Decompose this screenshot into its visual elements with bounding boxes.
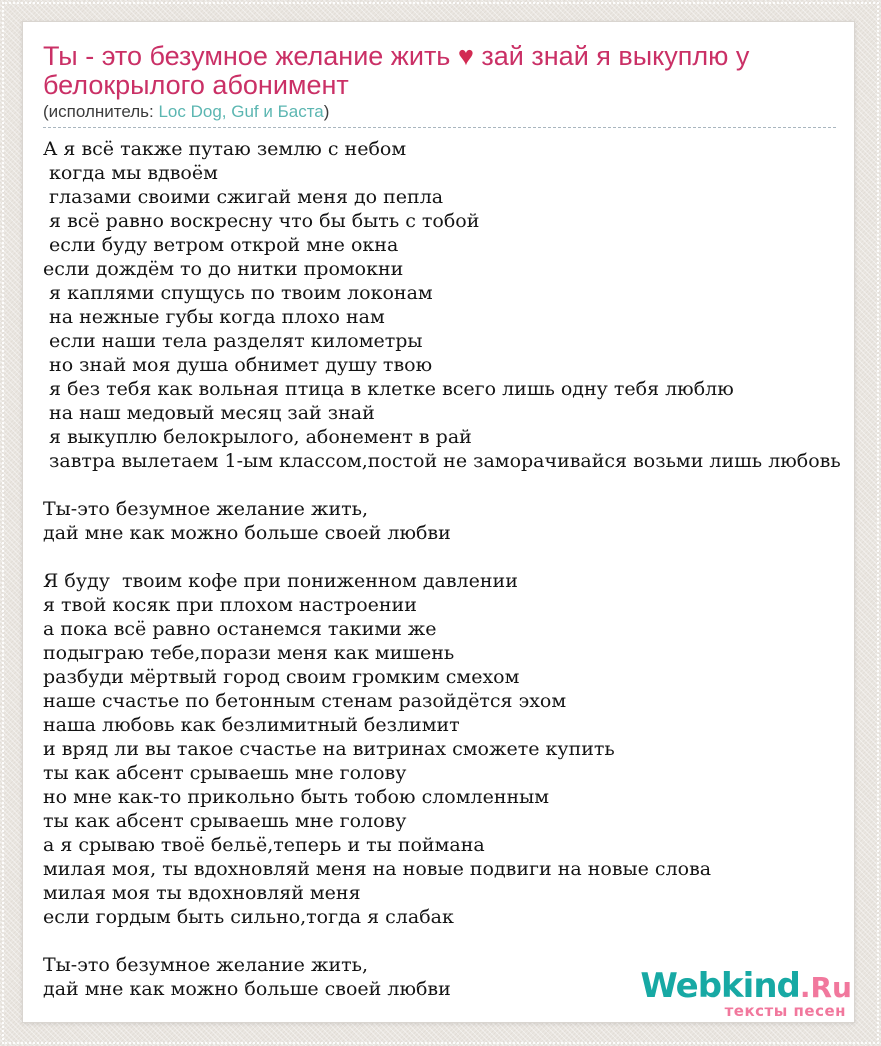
lyrics-line: а я срываю твоё бельё,теперь и ты поймана	[43, 834, 485, 856]
lyrics-line: я без тебя как вольная птица в клетке всего лишь одну тебя люблю	[43, 378, 734, 400]
webkind-logo-wordmark	[640, 966, 852, 1006]
lyrics-line: наша любовь как безлимитный безлимит	[43, 714, 460, 736]
lyrics-line: Ты-это безумное желание жить,	[43, 498, 369, 520]
lyrics-line: дай мне как можно больше своей любви	[43, 522, 451, 544]
lyrics-line: ты как абсент срываешь мне голову	[43, 762, 407, 784]
lyrics-line: на нежные губы когда плохо нам	[43, 306, 385, 328]
lyrics-line: если буду ветром открой мне окна	[43, 234, 399, 256]
logo-tagline: тексты песен	[724, 1002, 846, 1020]
lyrics-line: я каплями спущусь по твоим локонам	[43, 282, 433, 304]
artist-label: (исполнитель:	[43, 102, 159, 121]
lyrics-line: подыграю тебе,порази меня как мишень	[43, 642, 455, 664]
lyrics-line: Ты-это безумное желание жить,	[43, 954, 369, 976]
lyrics-line	[43, 929, 836, 953]
lyrics-line: наше счастье по бетонным стенам разойдётся эхом	[43, 690, 567, 712]
lyrics-line: разбуди мёртвый город своим громким смехом	[43, 666, 520, 688]
lyrics-line: если дождём то до нитки промокни	[43, 258, 404, 280]
lyrics-line: я твой косяк при плохом настроении	[43, 594, 417, 616]
lyrics-line: а пока всё равно останемся такими же	[43, 618, 437, 640]
artist-line	[43, 102, 836, 128]
lyrics-line: я выкуплю белокрылого, абонемент в рай	[43, 426, 472, 448]
lyrics-line: я всё равно воскресну что бы быть с тобой	[43, 210, 480, 232]
song-title-text-1: Ты - это безумное желание жить	[43, 41, 458, 71]
lyrics-line: если гордым быть сильно,тогда я слабак	[43, 906, 454, 928]
artist-suffix: )	[323, 102, 330, 121]
content-panel	[22, 21, 855, 1023]
lyrics-line: на наш медовый месяц зай знай	[43, 402, 375, 424]
lyrics-line: если наши тела разделят километры	[43, 330, 423, 352]
song-title-text-2: зай знай я выкуплю у белокрылого абонимент	[43, 41, 750, 100]
lyrics-line: но знай моя душа обнимет душу твою	[43, 354, 433, 376]
lyrics-line: милая моя ты вдохновляй меня	[43, 882, 361, 904]
song-title	[43, 42, 836, 100]
lyrics-line: Я буду твоим кофе при пониженном давлении	[43, 570, 518, 592]
heart-icon: ♥	[457, 41, 474, 71]
lyrics-line: и вряд ли вы такое счастье на витринах сможете купить	[43, 738, 615, 760]
lyrics-text	[43, 137, 841, 1001]
logo-text-ru: .Ru	[799, 971, 852, 1004]
lyrics-line: милая моя, ты вдохновляй меня на новые подвиги на новые слова	[43, 858, 712, 880]
lyrics-line	[43, 473, 836, 497]
lyrics-line: когда мы вдвоём	[43, 162, 218, 184]
lyrics-line: глазами своими сжигай меня до пепла	[43, 186, 444, 208]
lyrics-line: завтра вылетаем 1-ым классом,постой не заморачивайся возьми лишь любовь	[43, 450, 841, 472]
logo-text-webkind: Webkind	[640, 966, 800, 1006]
lyrics-line: ты как абсент срываешь мне голову	[43, 810, 407, 832]
lyrics-line	[43, 545, 836, 569]
webkind-logo[interactable]	[640, 966, 852, 1020]
lyrics-line: А я всё также путаю землю с небом	[43, 138, 407, 160]
lyrics-line: но мне как-то прикольно быть тобою сломленным	[43, 786, 550, 808]
lyrics-line: дай мне как можно больше своей любви	[43, 978, 451, 1000]
artist-link[interactable]: Loc Dog, Guf и Баста	[158, 102, 324, 121]
